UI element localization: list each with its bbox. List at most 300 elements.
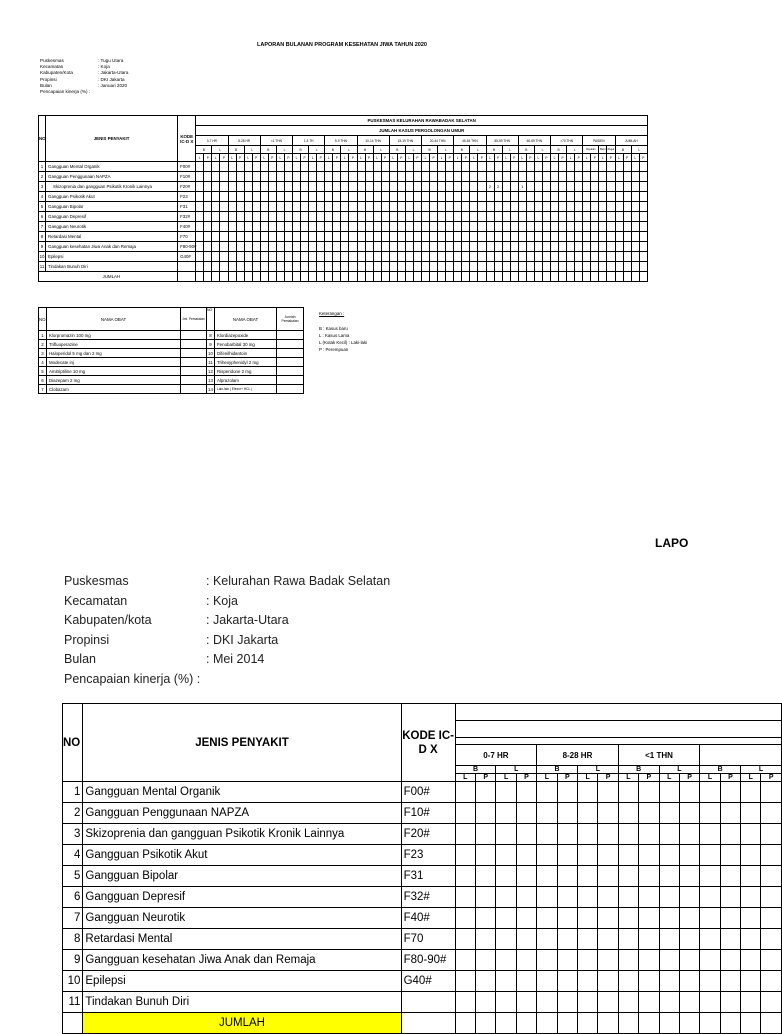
value-cell xyxy=(516,845,536,866)
row-kode: G40# xyxy=(401,971,455,992)
value-cell xyxy=(236,192,244,202)
p-header: P xyxy=(623,154,631,162)
value-cell xyxy=(293,172,301,182)
value-cell xyxy=(446,172,454,182)
value-cell xyxy=(204,242,212,252)
l-header: L xyxy=(741,774,761,782)
page1-info-label: Puskesmas xyxy=(40,58,64,63)
value-cell xyxy=(478,202,486,212)
b-header: B xyxy=(551,146,567,154)
value-cell xyxy=(516,782,536,803)
value-cell xyxy=(196,232,204,242)
drug-jml-cell xyxy=(181,340,207,349)
value-cell xyxy=(679,824,699,845)
value-cell xyxy=(381,192,389,202)
value-cell xyxy=(462,252,470,262)
table-row xyxy=(63,950,782,971)
value-cell xyxy=(494,212,502,222)
value-cell xyxy=(276,192,284,202)
page1-title: LAPORAN BULANAN PROGRAM KESEHATAN JIWA TAHUN 2020 xyxy=(256,42,427,48)
value-cell xyxy=(720,992,740,1013)
value-cell xyxy=(357,202,365,212)
l-header: L xyxy=(599,154,607,162)
value-cell xyxy=(591,182,599,192)
value-cell xyxy=(349,172,357,182)
row-kode: F40# xyxy=(178,222,196,232)
value-cell xyxy=(478,172,486,182)
drug-row xyxy=(39,358,304,367)
table-row xyxy=(63,824,782,845)
value-cell xyxy=(341,172,349,182)
value-cell xyxy=(639,192,647,202)
value-cell xyxy=(252,252,260,262)
l-header: L xyxy=(212,154,220,162)
value-cell xyxy=(381,202,389,212)
value-cell xyxy=(577,971,597,992)
page1-info-value: : Januari 2020 xyxy=(98,82,128,88)
value-cell xyxy=(268,252,276,262)
value-cell xyxy=(591,272,599,282)
value-cell xyxy=(365,172,373,182)
value-cell xyxy=(365,202,373,212)
value-cell xyxy=(438,212,446,222)
value-cell xyxy=(422,252,430,262)
age-group-header: 0-7 HR xyxy=(455,745,537,766)
value-cell xyxy=(700,971,720,992)
value-cell xyxy=(455,866,475,887)
value-cell xyxy=(455,908,475,929)
value-cell xyxy=(618,950,638,971)
value-cell xyxy=(268,242,276,252)
value-cell xyxy=(537,908,557,929)
value-cell xyxy=(551,192,559,202)
l-header: L xyxy=(357,154,365,162)
b-header: B xyxy=(228,146,244,154)
row-no: 6 xyxy=(63,887,83,908)
l-header: L xyxy=(422,154,430,162)
value-cell xyxy=(518,212,526,222)
value-cell xyxy=(599,212,607,222)
value-cell xyxy=(397,232,405,242)
l-header: L xyxy=(212,146,228,154)
value-cell xyxy=(389,262,397,272)
value-cell xyxy=(422,212,430,222)
value-cell xyxy=(301,262,309,272)
value-cell xyxy=(577,908,597,929)
value-cell xyxy=(470,182,478,192)
value-cell xyxy=(534,272,542,282)
value-cell xyxy=(373,222,381,232)
value-cell xyxy=(720,845,740,866)
value-cell xyxy=(413,212,421,222)
value-cell xyxy=(618,782,638,803)
value-cell xyxy=(413,182,421,192)
value-cell xyxy=(470,232,478,242)
value-cell xyxy=(542,262,550,272)
value-cell xyxy=(204,252,212,262)
p-header: P xyxy=(252,154,260,162)
value-cell xyxy=(476,866,496,887)
value-cell xyxy=(559,222,567,232)
l-header: L xyxy=(496,774,516,782)
l-header: L xyxy=(631,146,647,154)
value-cell xyxy=(623,232,631,242)
value-cell xyxy=(741,803,761,824)
l-header: L xyxy=(341,146,357,154)
value-cell xyxy=(700,992,720,1013)
value-cell xyxy=(454,222,462,232)
value-cell xyxy=(413,272,421,282)
value-cell xyxy=(430,272,438,282)
value-cell xyxy=(244,192,252,202)
value-cell xyxy=(293,262,301,272)
value-cell xyxy=(526,212,534,222)
value-cell xyxy=(486,252,494,262)
drug-no: 5 xyxy=(39,367,47,376)
value-cell xyxy=(244,232,252,242)
value-cell xyxy=(494,232,502,242)
value-cell xyxy=(325,192,333,202)
value-cell xyxy=(341,272,349,282)
table-row xyxy=(39,262,648,272)
value-cell xyxy=(325,182,333,192)
value-cell xyxy=(526,172,534,182)
value-cell xyxy=(679,845,699,866)
value-cell xyxy=(575,232,583,242)
drug-no: 14 xyxy=(208,386,213,392)
p-header: P xyxy=(349,154,357,162)
value-cell xyxy=(333,212,341,222)
row-name: Epilepsi xyxy=(46,252,178,262)
value-cell xyxy=(455,887,475,908)
value-cell xyxy=(268,232,276,242)
row-kode: F00# xyxy=(178,162,196,172)
drug-no-header-2: NO xyxy=(207,308,215,331)
value-cell xyxy=(598,929,618,950)
value-cell xyxy=(559,242,567,252)
value-cell xyxy=(575,242,583,252)
value-cell xyxy=(551,162,559,172)
value-cell xyxy=(526,202,534,212)
value-cell xyxy=(583,172,591,182)
value-cell xyxy=(510,252,518,262)
value-cell xyxy=(599,172,607,182)
p-header: P xyxy=(542,154,550,162)
value-cell xyxy=(204,232,212,242)
value-cell xyxy=(537,845,557,866)
value-cell xyxy=(220,222,228,232)
value-cell xyxy=(260,272,268,282)
value-cell xyxy=(470,192,478,202)
value-cell xyxy=(309,162,317,172)
l-header: L xyxy=(293,154,301,162)
value-cell xyxy=(598,803,618,824)
value-cell xyxy=(470,252,478,262)
value-cell xyxy=(325,172,333,182)
value-cell xyxy=(476,1013,496,1034)
p-header: P xyxy=(365,154,373,162)
value-cell xyxy=(413,192,421,202)
l-header: L xyxy=(659,766,700,774)
value-cell xyxy=(276,212,284,222)
value-cell xyxy=(212,272,220,282)
value-cell xyxy=(615,202,623,212)
value-cell xyxy=(276,262,284,272)
value-cell xyxy=(516,824,536,845)
row-kode: F10# xyxy=(178,172,196,182)
b-header: B xyxy=(455,766,496,774)
value-cell xyxy=(510,232,518,242)
value-cell xyxy=(486,272,494,282)
value-cell xyxy=(537,887,557,908)
drug-jml-cell xyxy=(181,349,207,358)
row-no: 9 xyxy=(63,950,83,971)
row-no: 2 xyxy=(63,803,83,824)
value-cell xyxy=(349,192,357,202)
value-cell xyxy=(268,262,276,272)
value-cell xyxy=(260,262,268,272)
value-cell xyxy=(284,202,292,212)
value-cell xyxy=(567,232,575,242)
l-header: L xyxy=(341,154,349,162)
value-cell xyxy=(455,992,475,1013)
value-cell xyxy=(607,192,615,202)
p-header: P xyxy=(639,774,659,782)
value-cell xyxy=(761,824,782,845)
value-cell xyxy=(430,192,438,202)
value-cell xyxy=(496,950,516,971)
row-no: 7 xyxy=(63,908,83,929)
l-header: L xyxy=(228,154,236,162)
value-cell xyxy=(438,222,446,232)
value-cell xyxy=(373,162,381,172)
value-cell xyxy=(430,242,438,252)
value-cell xyxy=(623,262,631,272)
l-header: L xyxy=(470,146,486,154)
value-cell xyxy=(454,232,462,242)
value-cell xyxy=(212,162,220,172)
value-cell xyxy=(577,782,597,803)
p-header: P xyxy=(268,154,276,162)
page2-info-value: : Koja xyxy=(206,593,238,608)
value-cell xyxy=(341,232,349,242)
value-cell xyxy=(244,272,252,282)
value-cell xyxy=(494,272,502,282)
value-cell xyxy=(478,182,486,192)
value-cell xyxy=(430,222,438,232)
value-cell xyxy=(422,172,430,182)
value-cell xyxy=(761,803,782,824)
value-cell xyxy=(446,242,454,252)
table-row xyxy=(63,929,782,950)
value-cell xyxy=(252,192,260,202)
value-cell xyxy=(333,182,341,192)
value-cell xyxy=(204,192,212,202)
value-cell xyxy=(455,929,475,950)
value-cell xyxy=(502,212,510,222)
value-cell xyxy=(470,162,478,172)
value-cell xyxy=(502,202,510,212)
value-cell xyxy=(212,192,220,202)
value-cell xyxy=(381,162,389,172)
value-cell xyxy=(196,162,204,172)
value-cell xyxy=(212,212,220,222)
value-cell xyxy=(462,222,470,232)
value-cell xyxy=(537,866,557,887)
row-name: Gangguan Psikotik Akut xyxy=(83,845,401,866)
value-cell xyxy=(659,782,679,803)
page1-drug-table xyxy=(38,307,304,394)
value-cell xyxy=(413,162,421,172)
jumlah-label: JUMLAH xyxy=(46,272,178,282)
value-cell xyxy=(720,782,740,803)
value-cell xyxy=(478,212,486,222)
value-cell xyxy=(317,262,325,272)
value-cell xyxy=(720,887,740,908)
value-cell xyxy=(741,887,761,908)
age-group-header: <1 THN xyxy=(260,136,292,146)
value-cell xyxy=(486,162,494,172)
value-cell xyxy=(252,202,260,212)
value-cell xyxy=(333,192,341,202)
row-name: Gangguan Bipolar xyxy=(83,866,401,887)
l-header: L xyxy=(577,766,618,774)
value-cell xyxy=(196,242,204,252)
age-group-header: 55-59 THN xyxy=(486,136,518,146)
value-cell xyxy=(557,1013,577,1034)
row-name: Gangguan Mental Organik xyxy=(46,162,178,172)
value-cell xyxy=(496,908,516,929)
drug-name: Diazepam 2 mg xyxy=(47,376,181,385)
value-cell xyxy=(741,782,761,803)
value-cell xyxy=(591,232,599,242)
value-cell xyxy=(591,262,599,272)
value-cell xyxy=(526,222,534,232)
value-cell xyxy=(700,1013,720,1034)
pasien-sub-header: Rujukan xyxy=(583,146,599,154)
value-cell xyxy=(462,172,470,182)
value-cell xyxy=(526,252,534,262)
value-cell xyxy=(502,272,510,282)
value-cell xyxy=(413,222,421,232)
value-cell xyxy=(373,272,381,282)
value-cell xyxy=(559,272,567,282)
value-cell xyxy=(639,242,647,252)
value-cell xyxy=(591,192,599,202)
value-cell xyxy=(607,202,615,212)
value-cell xyxy=(761,929,782,950)
value-cell xyxy=(486,212,494,222)
value-cell xyxy=(639,803,659,824)
value-cell xyxy=(236,172,244,182)
value-cell xyxy=(317,252,325,262)
value-cell xyxy=(510,162,518,172)
value-cell xyxy=(196,252,204,262)
value-cell xyxy=(438,202,446,212)
value-cell xyxy=(631,212,639,222)
value-cell xyxy=(476,782,496,803)
value-cell xyxy=(454,172,462,182)
row-no: 1 xyxy=(39,162,46,172)
row-kode: F40# xyxy=(401,908,455,929)
row-no: 3 xyxy=(39,182,46,192)
l-header: L xyxy=(551,154,559,162)
value-cell xyxy=(577,845,597,866)
value-cell xyxy=(462,202,470,212)
p-header: P xyxy=(430,154,438,162)
value-cell xyxy=(639,162,647,172)
value-cell xyxy=(557,971,577,992)
drug-row xyxy=(39,331,304,340)
value-cell xyxy=(446,272,454,282)
b-header: B xyxy=(615,146,631,154)
value-cell xyxy=(679,908,699,929)
l-header: L xyxy=(196,154,204,162)
value-cell xyxy=(607,262,615,272)
page1-info-value: : Tugu Utara xyxy=(98,58,124,63)
value-cell xyxy=(357,182,365,192)
value-cell xyxy=(557,992,577,1013)
page1-info xyxy=(40,58,128,95)
value-cell xyxy=(373,262,381,272)
value-cell xyxy=(591,212,599,222)
value-cell xyxy=(618,971,638,992)
value-cell xyxy=(618,1013,638,1034)
l-header: L xyxy=(496,766,537,774)
value-cell xyxy=(341,262,349,272)
value-cell xyxy=(301,272,309,282)
value-cell xyxy=(639,782,659,803)
value-cell xyxy=(373,232,381,242)
value-cell xyxy=(476,824,496,845)
value-cell xyxy=(204,272,212,282)
value-cell xyxy=(317,192,325,202)
keterangan-item: L : Kasus Lama xyxy=(319,333,350,338)
value-cell xyxy=(615,172,623,182)
value-cell xyxy=(381,212,389,222)
value-cell xyxy=(537,929,557,950)
value-cell: 1 xyxy=(518,182,526,192)
value-cell xyxy=(639,845,659,866)
value-cell xyxy=(470,212,478,222)
drug-no: 1 xyxy=(39,331,47,340)
value-cell xyxy=(591,252,599,262)
value-cell xyxy=(741,929,761,950)
p-header: P xyxy=(476,774,496,782)
row-kode: F20# xyxy=(401,824,455,845)
l-header: L xyxy=(615,154,623,162)
value-cell xyxy=(510,202,518,212)
value-cell xyxy=(228,172,236,182)
drug-no: 13 xyxy=(208,377,213,383)
value-cell xyxy=(537,1013,557,1034)
row-name: Gangguan Depresif xyxy=(83,887,401,908)
value-cell xyxy=(260,252,268,262)
value-cell xyxy=(438,232,446,242)
keterangan-item: L (Kotak Kecil) : Laki-laki xyxy=(319,340,368,345)
value-cell xyxy=(220,232,228,242)
value-cell xyxy=(537,803,557,824)
value-cell xyxy=(228,222,236,232)
value-cell xyxy=(293,182,301,192)
value-cell xyxy=(252,232,260,242)
value-cell xyxy=(478,232,486,242)
table-row xyxy=(39,202,648,212)
value-cell xyxy=(454,242,462,252)
value-cell xyxy=(575,212,583,222)
value-cell xyxy=(659,1013,679,1034)
page2-info-label: Kecamatan xyxy=(64,593,128,608)
